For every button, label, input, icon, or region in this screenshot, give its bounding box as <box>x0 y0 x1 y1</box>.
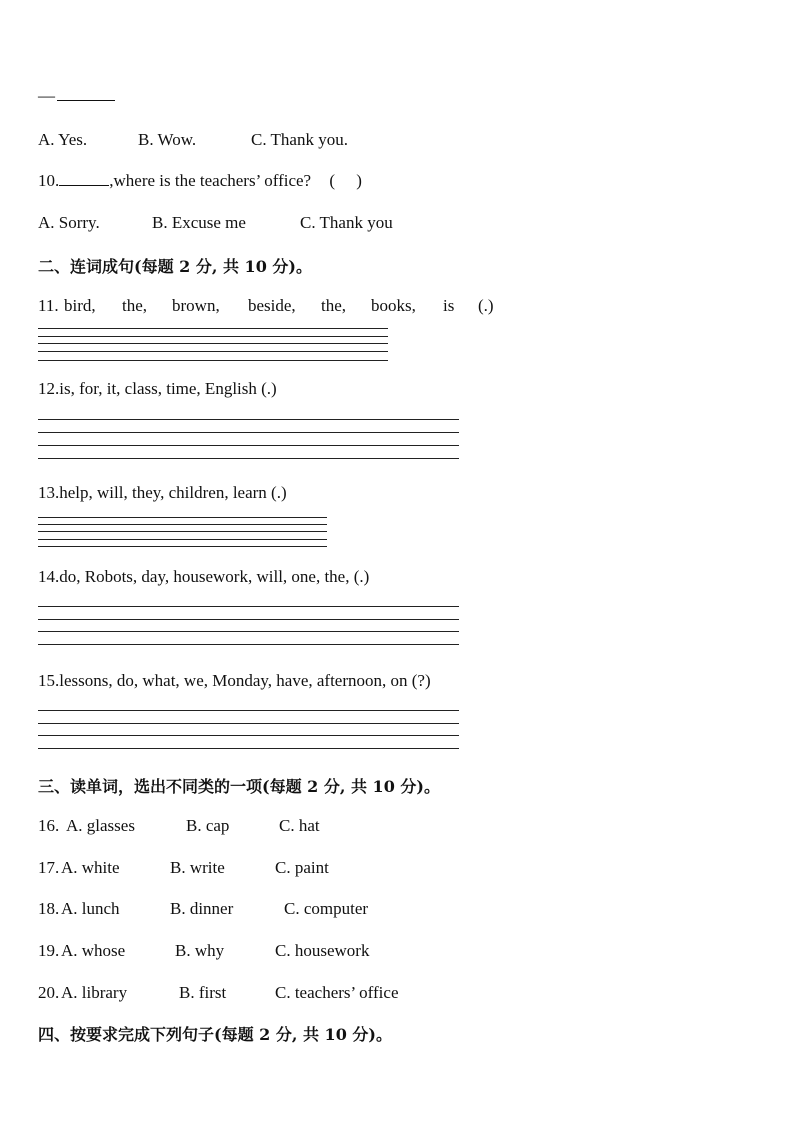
q11-writing-line[interactable] <box>38 351 388 352</box>
q15-writing-line[interactable] <box>38 723 459 724</box>
q11-word: (.) <box>478 296 494 315</box>
q12-writing-line[interactable] <box>38 432 459 433</box>
q14-writing-line[interactable] <box>38 606 459 607</box>
q18-number: 18. <box>38 899 60 918</box>
q15-prompt: 15.lessons, do, what, we, Monday, have, afternoon, on (?) <box>38 671 431 690</box>
q9-option-a: A. Yes. <box>38 130 88 149</box>
q13-writing-line[interactable] <box>38 524 327 525</box>
q14-writing-line[interactable] <box>38 644 459 645</box>
q9-option-c: C. Thank you. <box>251 130 348 149</box>
q11-word: the, <box>122 296 148 315</box>
q11-word: the, <box>321 296 347 315</box>
q14-writing-line[interactable] <box>38 619 459 620</box>
q19-option-b: B. why <box>175 941 225 960</box>
q18-option-a: A. lunch <box>61 899 120 918</box>
q10-question <box>38 171 362 191</box>
q17-number: 17. <box>38 858 60 877</box>
q15-writing-line[interactable] <box>38 710 459 711</box>
q19-option-a: A. whose <box>61 941 126 960</box>
q15-writing-line[interactable] <box>38 748 459 749</box>
q10-option-b: B. Excuse me <box>152 213 246 232</box>
q10-text: ,where is the teachers’ office? <box>109 171 312 190</box>
q17-option-a: A. white <box>61 858 120 877</box>
section3-heading: 三、读单词，选出不同类的一项(每题 2 分, 共 10 分)。 <box>38 777 440 796</box>
q17-option-b: B. write <box>170 858 225 877</box>
q11-word: books, <box>371 296 416 315</box>
q11-writing-line[interactable] <box>38 343 388 344</box>
q13-prompt: 13.help, will, they, children, learn (.) <box>38 483 287 502</box>
q19-option-c: C. housework <box>275 941 370 960</box>
q9-option-b: B. Wow. <box>138 130 197 149</box>
q9-dash: — <box>38 86 55 105</box>
q10-option-a: A. Sorry. <box>38 213 100 232</box>
q12-prompt: 12.is, for, it, class, time, English (.) <box>38 379 277 398</box>
section4-heading: 四、按要求完成下列句子(每题 2 分, 共 10 分)。 <box>38 1025 392 1044</box>
q10-answer-paren[interactable]: ( ) <box>329 171 362 190</box>
q9-answer-line <box>38 86 115 106</box>
q13-writing-line[interactable] <box>38 546 327 547</box>
q9-blank[interactable] <box>57 88 115 101</box>
q14-writing-line[interactable] <box>38 631 459 632</box>
q11-word: bird, <box>64 296 96 315</box>
q12-writing-line[interactable] <box>38 445 459 446</box>
q11-word: is <box>443 296 455 315</box>
q16-option-c: C. hat <box>279 816 320 835</box>
q12-writing-line[interactable] <box>38 419 459 420</box>
q16-number: 16. <box>38 816 60 835</box>
q18-option-b: B. dinner <box>170 899 234 918</box>
q10-option-c: C. Thank you <box>300 213 393 232</box>
q11-number: 11. <box>38 296 59 315</box>
q19-number: 19. <box>38 941 60 960</box>
q12-writing-line[interactable] <box>38 458 459 459</box>
q13-writing-line[interactable] <box>38 517 327 518</box>
q11-word: brown, <box>172 296 220 315</box>
q20-option-c: C. teachers’ office <box>275 983 399 1002</box>
section2-heading: 二、连词成句(每题 2 分, 共 10 分)。 <box>38 257 312 276</box>
q13-writing-line[interactable] <box>38 531 327 532</box>
q13-writing-line[interactable] <box>38 539 327 540</box>
q11-word: beside, <box>248 296 296 315</box>
q18-option-c: C. computer <box>284 899 369 918</box>
q11-writing-line[interactable] <box>38 336 388 337</box>
q11-writing-line[interactable] <box>38 328 388 329</box>
q20-number: 20. <box>38 983 60 1002</box>
q11-writing-line[interactable] <box>38 360 388 361</box>
q10-blank[interactable] <box>59 171 109 186</box>
q16-option-b: B. cap <box>186 816 230 835</box>
q16-option-a: A. glasses <box>66 816 135 835</box>
q20-option-b: B. first <box>179 983 227 1002</box>
q20-option-a: A. library <box>61 983 128 1002</box>
q15-writing-line[interactable] <box>38 735 459 736</box>
q10-number: 10. <box>38 171 60 190</box>
q14-prompt: 14.do, Robots, day, housework, will, one, the, (.) <box>38 567 370 586</box>
q17-option-c: C. paint <box>275 858 329 877</box>
